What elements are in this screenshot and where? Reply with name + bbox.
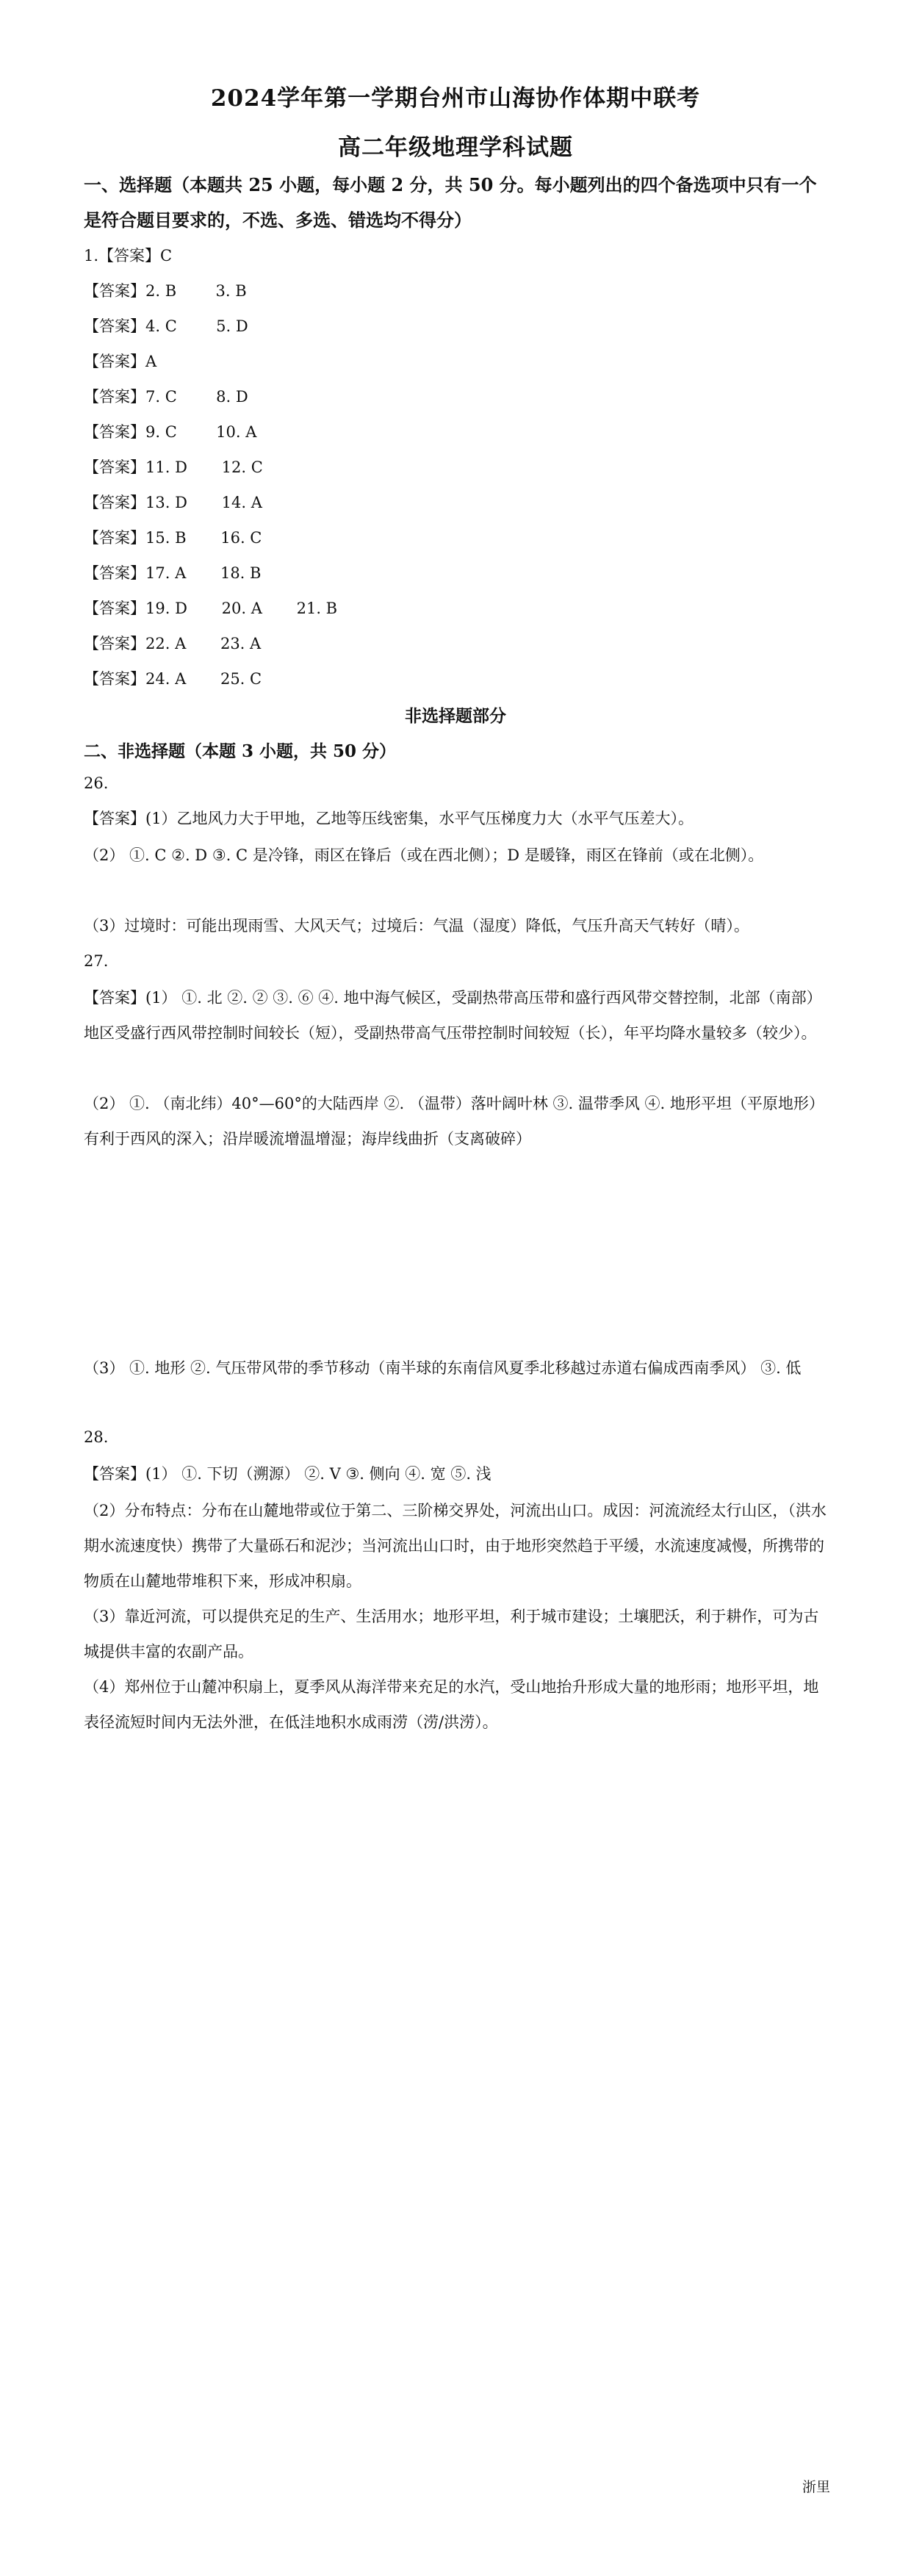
answer-paragraph: （4）郑州位于山麓冲积扇上，夏季风从海洋带来充足的水汽，受山地抬升形成大量的地形雨；地形平坦，地表径流短时间内无法外泄，在低洼地积水成雨涝（涝/洪涝）。 [84,1678,819,1731]
answer-line: 【答案】4. C 5. D [84,317,248,335]
question-number: 26. [84,774,109,792]
answer-line: 【答案】17. A 18. B [84,564,262,582]
section2-heading: 二、非选择题（本题 3 小题，共 50 分） [84,741,397,761]
footer-mark: 浙里 [802,2479,830,2495]
answer-line: 【答案】13. D 14. A [84,494,262,511]
answer-paragraph: 【答案】(1）乙地风力大于甲地，乙地等压线密集，水平气压梯度力大（水平气压差大）。 [84,810,694,827]
answer-line: 【答案】A [84,353,157,370]
answer-paragraph: （2） ①. （南北纬）40°—60°的大陆西岸 ②. （温带）落叶阔叶林 ③. 温带季风 ④. 地形平坦（平原地形）有利于西风的深入；沿岸暖流增温增湿；海岸线曲折（支离破碎） [84,1095,824,1148]
page-title: 2024学年第一学期台州市山海协作体期中联考 [210,85,701,112]
answer-paragraph: 【答案】(1） ①. 北 ②. ② ③. ⑥ ④. 地中海气候区，受副热带高压带和盛行西风带交替控制，北部（南部）地区受盛行西风带控制时间较长（短），受副热带高气压带控制时间较短（长），年平均降水量较多（较少）。 [84,989,822,1042]
question-number: 27. [84,952,109,970]
section1-heading: 一、选择题（本题共 25 小题，每小题 2 分，共 50 分。每小题列出的四个备选项中只有一个是符合题目要求的，不选、多选、错选均不得分） [84,174,817,231]
answer-line: 【答案】24. A 25. C [84,670,262,688]
nonchoice-part-heading: 非选择题部分 [405,706,506,726]
question-number: 28. [84,1428,109,1446]
answer-paragraph: （3） ①. 地形 ②. 气压带风带的季节移动（南半球的东南信风夏季北移越过赤道右偏成西南季风） ③. 低 [84,1359,802,1377]
answer-line: 【答案】19. D 20. A 21. B [84,600,338,617]
answer-paragraph: （2）分布特点：分布在山麓地带或位于第二、三阶梯交界处，河流出山口。成因：河流流经太行山区，（洪水期水流速度快）携带了大量砾石和泥沙；当河流出山口时，由于地形突然趋于平缓，水流速度减慢，所携带的物质在山麓地带堆积下来，形成冲积扇。 [84,1502,827,1590]
answer-line: 【答案】7. C 8. D [84,388,248,406]
answer-line: 【答案】9. C 10. A [84,423,257,441]
answer-paragraph: （3）靠近河流，可以提供充足的生产、生活用水；地形平坦，利于城市建设；土壤肥沃，利于耕作，可为古城提供丰富的农副产品。 [84,1608,819,1661]
answer-line: 【答案】22. A 23. A [84,635,262,652]
answer-line: 1.【答案】C [84,247,173,265]
answer-line: 【答案】11. D 12. C [84,458,263,476]
page-subtitle: 高二年级地理学科试题 [338,134,573,161]
answer-line: 【答案】15. B 16. C [84,529,262,547]
answer-paragraph: （2） ①. C ②. D ③. C 是冷锋，雨区在锋后（或在西北侧）；D 是暖锋，雨区在锋前（或在北侧）。 [84,846,764,864]
answer-line: 【答案】2. B 3. B [84,282,247,300]
answer-paragraph: （3）过境时：可能出现雨雪、大风天气；过境后：气温（湿度）降低，气压升高天气转好（晴）。 [84,917,749,935]
answer-paragraph: 【答案】(1） ①. 下切（溯源） ②. V ③. 侧向 ④. 宽 ⑤. 浅 [84,1465,491,1483]
